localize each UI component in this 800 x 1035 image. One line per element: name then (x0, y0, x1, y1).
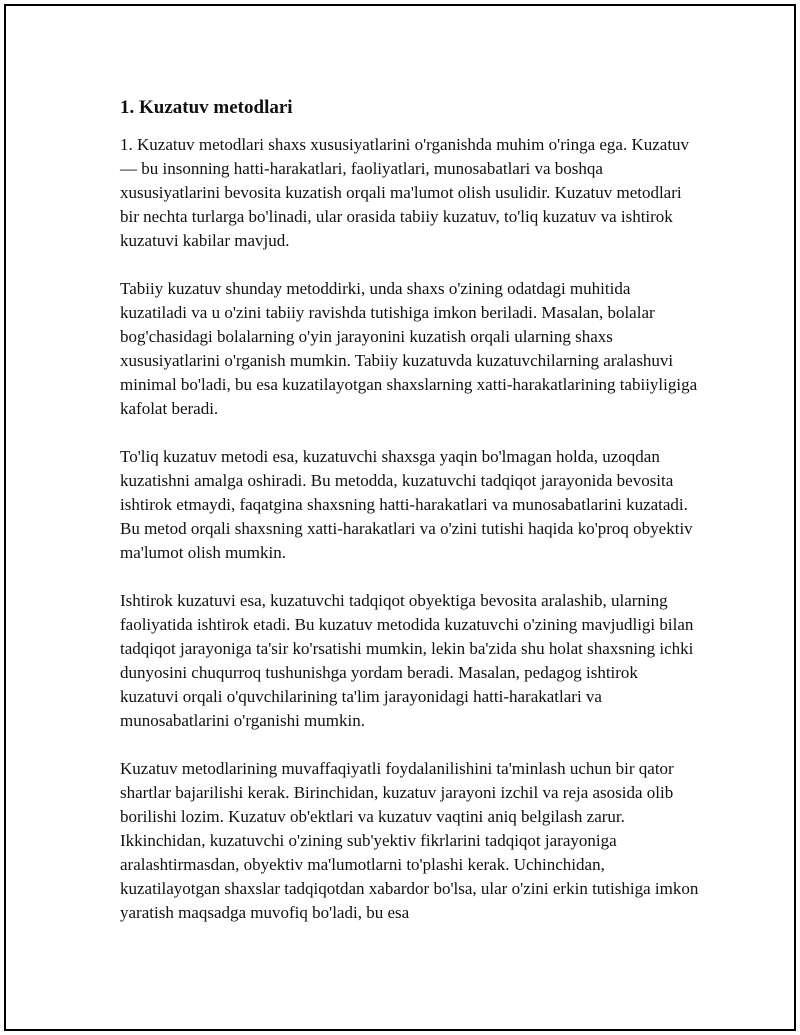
paragraph-participant-observation: Ishtirok kuzatuvi esa, kuzatuvchi tadqiqot obyektiga bevosita aralashib, ularning faoliyatida ishtirok etadi. Bu kuzatuv metodida kuzatuvchi o'zining mavjudligi bilan tadqiqot jarayoniga ta'sir ko'rsatishi mumkin, lekin ba'zida shu holat shaxsning ichki dunyosini chuqurroq tushunishga yordam beradi. Masalan, pedagog ishtirok kuzatuvi orqali o'quvchilarining ta'lim jarayonidagi hatti-harakatlari va munosabatlarini o'rganishi mumkin. (120, 591, 694, 730)
document-body (120, 96, 700, 949)
document-page (4, 4, 796, 1031)
paragraph-conditions: Kuzatuv metodlarining muvaffaqiyatli foydalanilishini ta'minlash uchun bir qator shartlar bajarilishi kerak. Birinchidan, kuzatuv jarayoni izchil va reja asosida olib borilishi lozim. Kuzatuv ob'ektlari va kuzatuv vaqtini aniq belgilash zarur. Ikkinchidan, kuzatuvchi o'zining sub'yektiv fikrlarini tadqiqot jarayoniga aralashtirmasdan, obyektiv ma'lumotlarni to'plashi kerak. Uchinchidan, kuzatilayotgan shaxslar tadqiqotdan xabardor bo'lsa, ular o'zini erkin tutishiga imkon yaratish maqsadga muvofiq bo'ladi, bu esa (120, 759, 699, 922)
paragraph-intro: 1. Kuzatuv metodlari shaxs xususiyatlarini o'rganishda muhim o'ringa ega. Kuzatuv — bu insonning hatti-harakatlari, faoliyatlari, munosabatlari va boshqa xususiyatlarini bevosita kuzatish orqali ma'lumot olish usulidir. Kuzatuv metodlari bir nechta turlarga bo'linadi, ular orasida tabiiy kuzatuv, to'liq kuzatuv va ishtirok kuzatuvi kabilar mavjud. (120, 135, 690, 250)
paragraph-natural-observation: Tabiiy kuzatuv shunday metoddirki, unda shaxs o'zining odatdagi muhitida kuzatiladi va u o'zini tabiiy ravishda tutishiga imkon beriladi. Masalan, bolalar bog'chasidagi bolalarning o'yin jarayonini kuzatish orqali ularning shaxs xususiyatlarini o'rganish mumkin. Tabiiy kuzatuvda kuzatuvchilarning aralashuvi minimal bo'ladi, bu esa kuzatilayotgan shaxslarning xatti-harakatlarining tabiiyligiga kafolat beradi. (120, 279, 698, 418)
section-heading: 1. Kuzatuv metodlari (120, 97, 293, 118)
paragraph-full-observation: To'liq kuzatuv metodi esa, kuzatuvchi shaxsga yaqin bo'lmagan holda, uzoqdan kuzatishni amalga oshiradi. Bu metodda, kuzatuvchi tadqiqot jarayonida bevosita ishtirok etmaydi, faqatgina shaxsning hatti-harakatlari va munosabatlarini kuzatadi. Bu metod orqali shaxsning xatti-harakatlari va o'zini tutishi haqida ko'proq obyektiv ma'lumot olish mumkin. (120, 447, 693, 562)
